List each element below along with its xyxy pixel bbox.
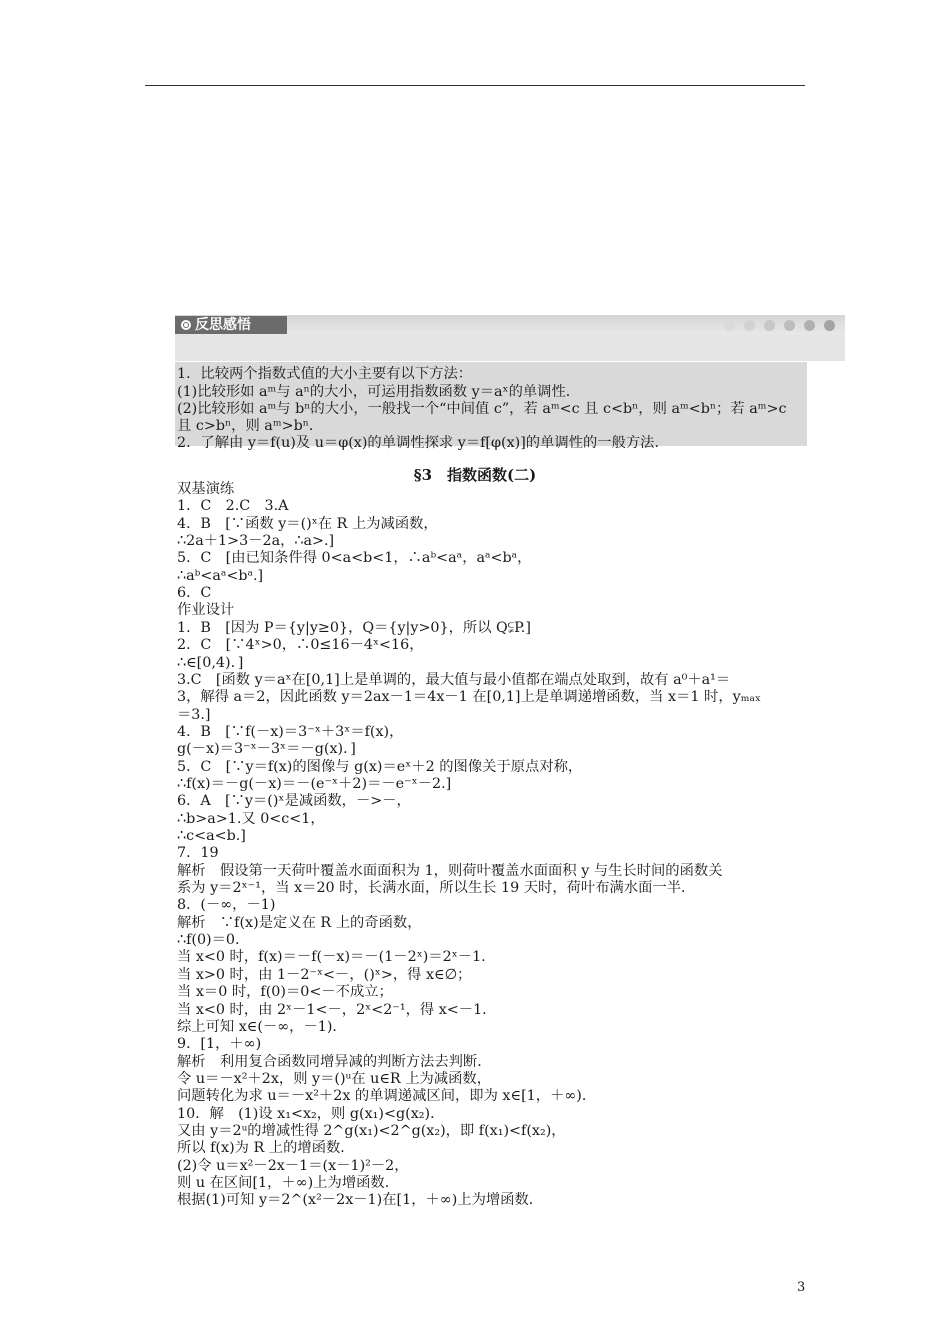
body-line: 令 u＝－x²＋2x，则 y＝()ᵘ在 u∈R 上为减函数，	[177, 1070, 491, 1087]
header-rule	[145, 85, 805, 86]
page-number: 3	[797, 1280, 806, 1295]
section-heading: §3 指数函数(二)	[413, 466, 537, 484]
body-line: (2)令 u＝x²－2x－1＝(x－1)²－2，	[177, 1157, 409, 1174]
body-line: 根据(1)可知 y＝2^(x²－2x－1)在[1，＋∞)上为增函数．	[177, 1192, 544, 1209]
banner-strip	[175, 315, 845, 335]
body-line: 综上可知 x∈(－∞，－1)．	[177, 1018, 347, 1035]
summary-line: 且 c>bⁿ，则 aᵐ>bⁿ．	[177, 418, 324, 434]
body-line: ＝3.]	[177, 706, 211, 723]
body-line: 3，解得 a＝2，因此函数 y＝2ax－1＝4x－1 在[0,1]上是单调递增函数，当 x＝1 时，yₘₐₓ	[177, 689, 762, 706]
body-line: 当 x<0 时，f(x)＝－f(－x)＝－(1－2ˣ)＝2ˣ－1.	[177, 949, 486, 966]
body-line: 5．C [∵y＝f(x)的图像与 g(x)＝eˣ＋2 的图像关于原点对称，	[177, 758, 583, 775]
body-line: 1．C 2.C 3.A	[177, 498, 289, 515]
banner-title: 反思感悟	[195, 317, 251, 333]
body-line: 6．A [∵y＝()ˣ是减函数，－>－，	[177, 793, 411, 810]
body-line: 所以 f(x)为 R 上的增函数．	[177, 1140, 355, 1157]
body-line: ∴2a＋1>3－2a，∴a>.]	[177, 533, 335, 550]
dot-icon	[724, 320, 735, 331]
body-line: 当 x＝0 时，f(0)＝0<－不成立；	[177, 984, 393, 1001]
body-line: 则 u 在区间[1，＋∞)上为增函数．	[177, 1175, 400, 1191]
body-line: 双基演练	[177, 481, 235, 497]
body-line: 1．B [因为 P＝{y|y≥0}，Q＝{y|y>0}，所以 Q⫋P.]	[177, 619, 531, 636]
body-line: 作业设计	[177, 602, 235, 619]
body-line: ∴∈[0,4)．]	[177, 654, 244, 671]
body-line: 6．C	[177, 585, 212, 602]
body-line: 解析 利用复合函数同增异减的判断方法去判断．	[177, 1053, 492, 1070]
body-line: 解析 ∵f(x)是定义在 R 上的奇函数，	[177, 914, 422, 931]
summary-line: 2．了解由 y＝f(u)及 u＝φ(x)的单调性探求 y＝f[φ(x)]的单调性的一般方法．	[177, 435, 669, 451]
target-icon	[181, 320, 191, 330]
dot-icon	[784, 320, 795, 331]
summary-line: 1．比较两个指数式值的大小主要有以下方法：	[177, 366, 473, 382]
summary-line: (1)比较形如 aᵐ与 aⁿ的大小，可运用指数函数 y＝aˣ的单调性．	[177, 384, 581, 400]
body-line: 10．解 (1)设 x₁<x₂，则 g(x₁)<g(x₂)．	[177, 1105, 445, 1122]
body-line: 当 x<0 时，由 2ˣ－1<－，2ˣ<2⁻¹，得 x<－1.	[177, 1001, 487, 1018]
summary-line: (2)比较形如 aᵐ与 bⁿ的大小，一般找一个“中间值 c”，若 aᵐ<c 且 c<bⁿ，则 aᵐ<bⁿ；若 aᵐ>c	[177, 401, 787, 417]
dot-icon	[764, 320, 775, 331]
body-line: 2．C [∵4ˣ>0，∴0≤16－4ˣ<16，	[177, 637, 424, 654]
body-line: g(－x)＝3⁻ˣ－3ˣ＝－g(x)．]	[177, 741, 356, 758]
body-line: ∴f(x)＝－g(－x)＝－(e⁻ˣ＋2)＝－e⁻ˣ－2.]	[177, 775, 452, 792]
body-line: 8．(－∞，－1)	[177, 897, 276, 914]
body-line: 又由 y＝2ᵘ的增减性得 2^g(x₁)<2^g(x₂)，即 f(x₁)<f(x₂)，	[177, 1122, 566, 1139]
reflection-banner	[175, 315, 845, 361]
dot-icon	[804, 320, 815, 331]
body-line: ∴b>a>1.又 0<c<1，	[177, 810, 325, 827]
body-line: 系为 y＝2ˣ⁻¹，当 x＝20 时，长满水面，所以生长 19 天时，荷叶布满水面一半．	[177, 880, 696, 897]
body-line: ∴c<a<b.]	[177, 828, 246, 844]
decorative-dots	[724, 320, 835, 331]
body-line: 4．B [∵f(－x)＝3⁻ˣ＋3ˣ＝f(x)，	[177, 723, 404, 740]
banner-label	[175, 316, 287, 334]
dot-icon	[744, 320, 755, 331]
body-line: 3.C [函数 y＝aˣ在[0,1]上是单调的，最大值与最小值都在端点处取到，故有 a⁰＋a¹＝	[177, 671, 731, 688]
body-line: 问题转化为求 u＝－x²＋2x 的单调递减区间，即为 x∈[1，＋∞)．	[177, 1088, 597, 1105]
body-line: 当 x>0 时，由 1－2⁻ˣ<－，()ˣ>，得 x∈∅；	[177, 966, 472, 983]
body-line: 9．[1，＋∞)	[177, 1036, 262, 1053]
dot-icon	[824, 320, 835, 331]
body-line: 7．19	[177, 845, 219, 862]
body-line: 4．B [∵函数 y＝()ˣ在 R 上为减函数，	[177, 515, 438, 532]
body-line: ∴aᵇ<aᵃ<bᵃ.]	[177, 567, 264, 584]
body-line: ∴f(0)＝0.	[177, 932, 240, 949]
body-line: 解析 假设第一天荷叶覆盖水面面积为 1，则荷叶覆盖水面面积 y 与生长时间的函数关	[177, 862, 723, 879]
body-line: 5．C [由已知条件得 0<a<b<1，∴aᵇ<aᵃ，aᵃ<bᵃ，	[177, 550, 532, 567]
